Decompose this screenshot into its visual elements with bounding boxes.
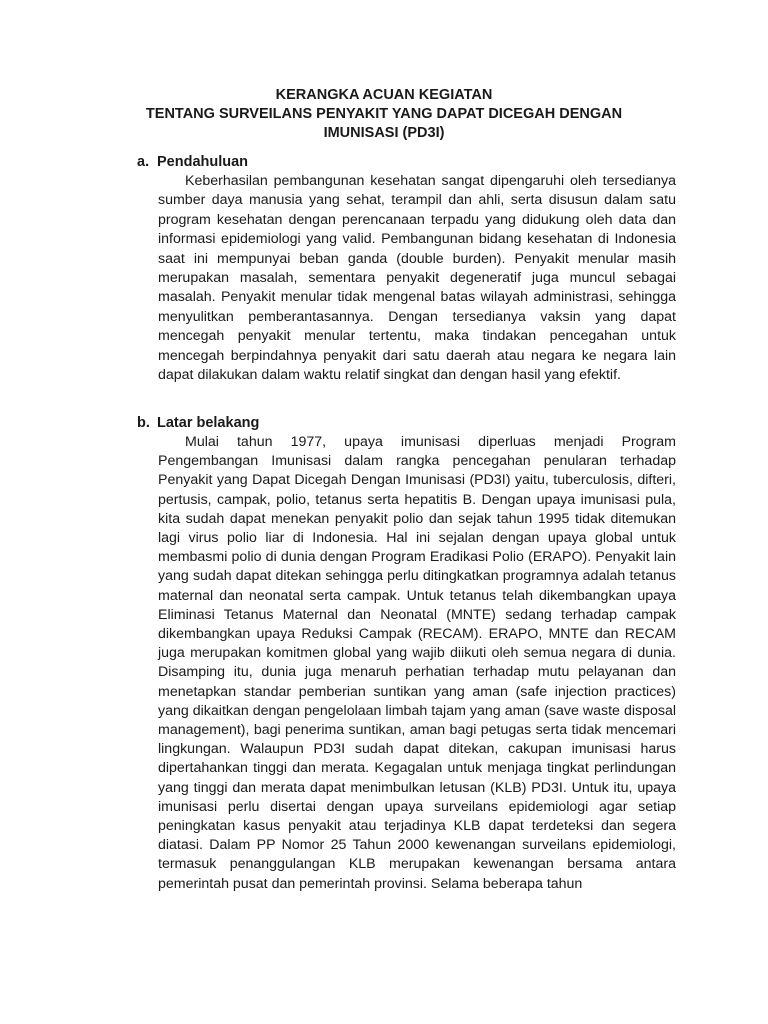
section-body-paragraph: Keberhasilan pembangunan kesehatan sangat dipengaruhi oleh tersedianya sumber daya manusia yang sehat, terampil dan ahli, serta disusun dalam satu program kesehatan dengan perencanaan terpadu yang didukung oleh data dan informasi epidemiologi yang valid. Pembangunan bidang kesehatan di Indonesia saat ini mempunyai beban ganda (double burden). Penyakit menular masih merupakan masalah, sementara penyakit degeneratif juga muncul sebagai masalah. Penyakit menular tidak mengenal batas wilayah administrasi, sehingga menyulitkan pemberantasannya. Dengan tersedianya vaksin yang dapat mencegah penyakit menular tertentu, maka tindakan pencegahan untuk mencegah berpindahnya penyakit dari satu daerah atau negara ke negara lain dapat dilakukan dalam waktu relatif singkat dan dengan hasil yang efektif. [158,173,676,384]
section-heading-text: Pendahuluan [157,154,249,170]
section-heading-text: Latar belakang [157,415,260,431]
document-title-line-3: IMUNISASI (PD3I) [323,125,445,141]
document-title-line-2: TENTANG SURVEILANS PENYAKIT YANG DAPAT DICEGAH DENGAN [145,106,623,122]
section-latar-belakang [137,414,677,894]
document-title-line-1: KERANGKA ACUAN KEGIATAN [275,87,493,103]
section-letter: a. [137,154,150,170]
section-pendahuluan [137,153,677,385]
section-heading [137,153,677,172]
section-body-paragraph: Mulai tahun 1977, upaya imunisasi diperluas menjadi Program Pengembangan Imunisasi dalam rangka pencegahan penularan terhadap Penyakit yang Dapat Dicegah Dengan Imunisasi (PD3I) yaitu, tuberculosis, difteri, pertusis, campak, polio, tetanus serta hepatitis B. Dengan upaya imunisasi pula, kita sudah dapat menekan penyakit polio dan sejak tahun 1995 tidak ditemukan lagi virus polio liar di Indonesia. Hal ini sejalan dengan upaya global untuk membasmi polio di dunia dengan Program Eradikasi Polio (ERAPO). Penyakit lain yang sudah dapat ditekan sehingga perlu ditingkatkan programnya adalah tetanus maternal dan neonatal serta campak. Untuk tetanus telah dikembangkan upaya Eliminasi Tetanus Maternal dan Neonatal (MNTE) sedang terhadap campak dikembangkan upaya Reduksi Campak (RECAM). ERAPO, MNTE dan RECAM juga merupakan komitmen global yang wajib diikuti oleh semua negara di dunia. Disamping itu, dunia juga menaruh perhatian terhadap mutu pelayanan dan menetapkan standar pemberian suntikan yang aman (safe injection practices) yang dikaitkan dengan pengelolaan limbah tajam yang aman (save waste disposal management), bagi penerima suntikan, aman bagi petugas serta tidak mencemari lingkungan. Walaupun PD3I sudah dapat ditekan, cakupan imunisasi harus dipertahankan tinggi dan merata. Kegagalan untuk menjaga tingkat perlindungan yang tinggi dan merata dapat menimbulkan letusan (KLB) PD3I. Untuk itu, upaya imunisasi perlu disertai dengan upaya surveilans epidemiologi agar setiap peningkatan kasus penyakit atau terjadinya KLB dapat terdeteksi dan segera diatasi. Dalam PP Nomor 25 Tahun 2000 kewenangan surveilans epidemiologi, termasuk penanggulangan KLB merupakan kewenangan bersama antara pemerintah pusat dan pemerintah provinsi. Selama beberapa tahun [158,434,676,892]
section-heading [137,414,677,433]
section-letter: b. [137,415,150,431]
